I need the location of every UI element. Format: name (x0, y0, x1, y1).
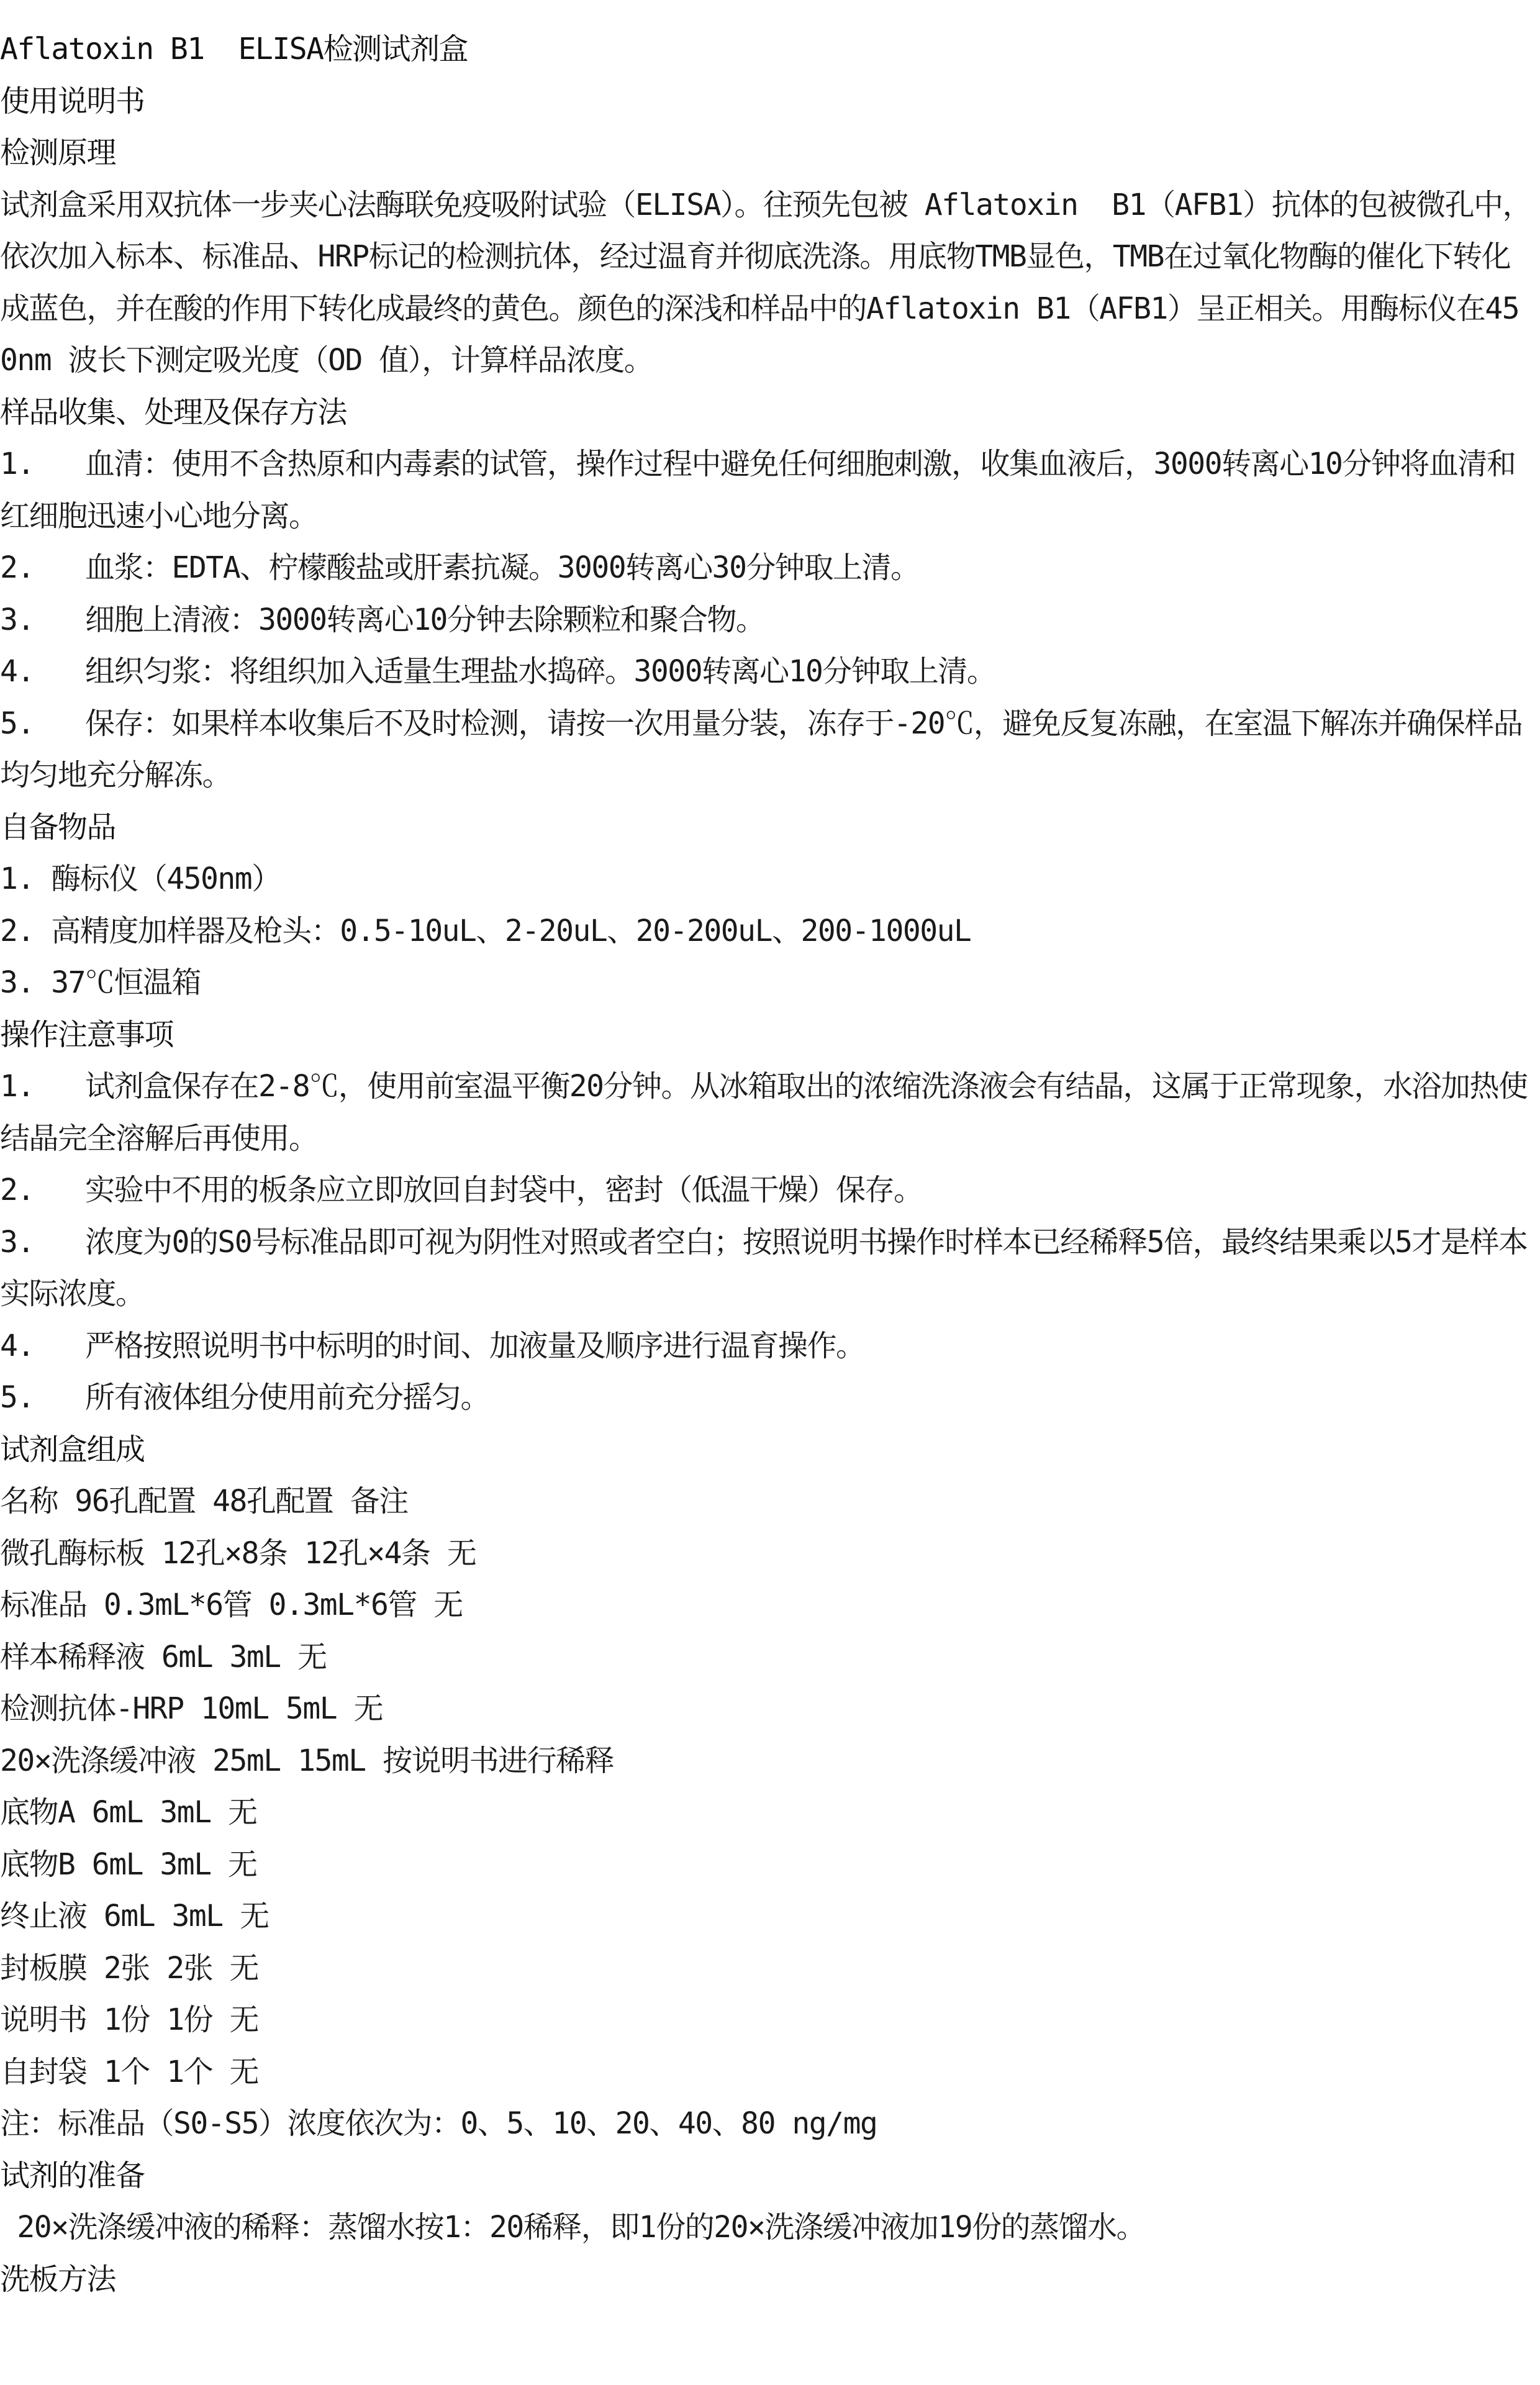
table-row: 检测抗体-HRP 10mL 5mL 无 (0, 1691, 383, 1726)
sample-list (0, 438, 1534, 802)
list-item: 1. 血清：使用不含热原和内毒素的试管，操作过程中避免任何细胞刺激，收集血液后，3000转离心10分钟将血清和红细胞迅速小心地分离。 (0, 447, 1516, 534)
list-item: 4. 严格按照说明书中标明的时间、加液量及顺序进行温育操作。 (0, 1328, 865, 1363)
list-item: 2. 高精度加样器及枪头：0.5-10uL、2-20uL、20-200uL、200-1000uL (0, 913, 971, 948)
table-row: 说明书 1份 1份 无 (0, 2002, 258, 2037)
table-row: 标准品 0.3mL*6管 0.3mL*6管 无 (0, 1588, 463, 1622)
list-item: 5. 保存：如果样本收集后不及时检测，请按一次用量分装，冻存于-20℃，避免反复冻融，在室温下解冻并确保样品均匀地充分解冻。 (0, 706, 1523, 793)
section-heading-composition: 试剂盒组成 (0, 1432, 145, 1467)
list-item: 3. 浓度为0的S0号标准品即可视为阴性对照或者空白；按照说明书操作时样本已经稀释5倍，最终结果乘以5才是样本实际浓度。 (0, 1224, 1528, 1311)
section-heading-self-prepared: 自备物品 (0, 809, 116, 845)
list-item: 2. 血浆：EDTA、柠檬酸盐或肝素抗凝。3000转离心30分钟取上清。 (0, 550, 920, 585)
list-item: 1. 试剂盒保存在2-8℃，使用前室温平衡20分钟。从冰箱取出的浓缩洗涤液会有结晶，这属于正常现象，水浴加热使结晶完全溶解后再使用。 (0, 1069, 1528, 1156)
list-item: 2. 实验中不用的板条应立即放回自封袋中，密封（低温干燥）保存。 (0, 1173, 923, 1207)
table-row: 20×洗涤缓冲液 25mL 15mL 按说明书进行稀释 (0, 1743, 614, 1778)
manual-title: 使用说明书 (0, 83, 145, 119)
table-row: 自封袋 1个 1个 无 (0, 2054, 258, 2089)
principle-text: 试剂盒采用双抗体一步夹心法酶联免疫吸附试验（ELISA）。往预先包被 Aflatoxin B1（AFB1）抗体的包被微孔中，依次加入标本、标准品、HRP标记的检测抗体，经过温育并彻底洗涤。用底物TMB显色，TMB在过氧化物酶的催化下转化成蓝色，并在酸的作用下转化成最终的黄色。颜色的深浅和样品中的Aflatoxin B1（AFB1）呈正相关。用酶标仪在450nm 波长下测定吸光度（OD 值），计算样品浓度。 (0, 187, 1532, 378)
composition-table (0, 1476, 1534, 2098)
table-row: 终止液 6mL 3mL 无 (0, 1899, 269, 1933)
document-body (0, 24, 1534, 2306)
table-row: 样本稀释液 6mL 3mL 无 (0, 1639, 327, 1674)
section-heading-wash: 洗板方法 (0, 2261, 116, 2297)
table-row: 名称 96孔配置 48孔配置 备注 (0, 1484, 408, 1519)
section-heading-reagent-prep: 试剂的准备 (0, 2158, 145, 2193)
list-item: 3. 37℃恒温箱 (0, 965, 201, 1000)
composition-note: 注：标准品（S0-S5）浓度依次为：0、5、10、20、40、80 ng/mg (0, 2106, 877, 2141)
list-item: 5. 所有液体组分使用前充分摇匀。 (0, 1380, 489, 1415)
table-row: 底物A 6mL 3mL 无 (0, 1795, 257, 1830)
section-heading-precautions: 操作注意事项 (0, 1017, 174, 1052)
precautions-list (0, 1061, 1534, 1424)
self-prepared-list (0, 853, 1534, 1009)
product-title: Aflatoxin B1 ELISA检测试剂盒 (0, 32, 468, 66)
table-row: 微孔酶标板 12孔×8条 12孔×4条 无 (0, 1535, 476, 1571)
list-item: 4. 组织匀浆：将组织加入适量生理盐水捣碎。3000转离心10分钟取上清。 (0, 654, 996, 689)
section-heading-principle: 检测原理 (0, 135, 116, 170)
table-row: 封板膜 2张 2张 无 (0, 1950, 258, 1986)
table-row: 底物B 6mL 3mL 无 (0, 1847, 257, 1882)
section-heading-sample: 样品收集、处理及保存方法 (0, 394, 347, 430)
list-item: 1. 酶标仪（450nm） (0, 861, 281, 896)
list-item: 3. 细胞上清液：3000转离心10分钟去除颗粒和聚合物。 (0, 602, 765, 637)
reagent-prep-text: 20×洗涤缓冲液的稀释：蒸馏水按1：20稀释，即1份的20×洗涤缓冲液加19份的蒸馏水。 (0, 2210, 1146, 2245)
